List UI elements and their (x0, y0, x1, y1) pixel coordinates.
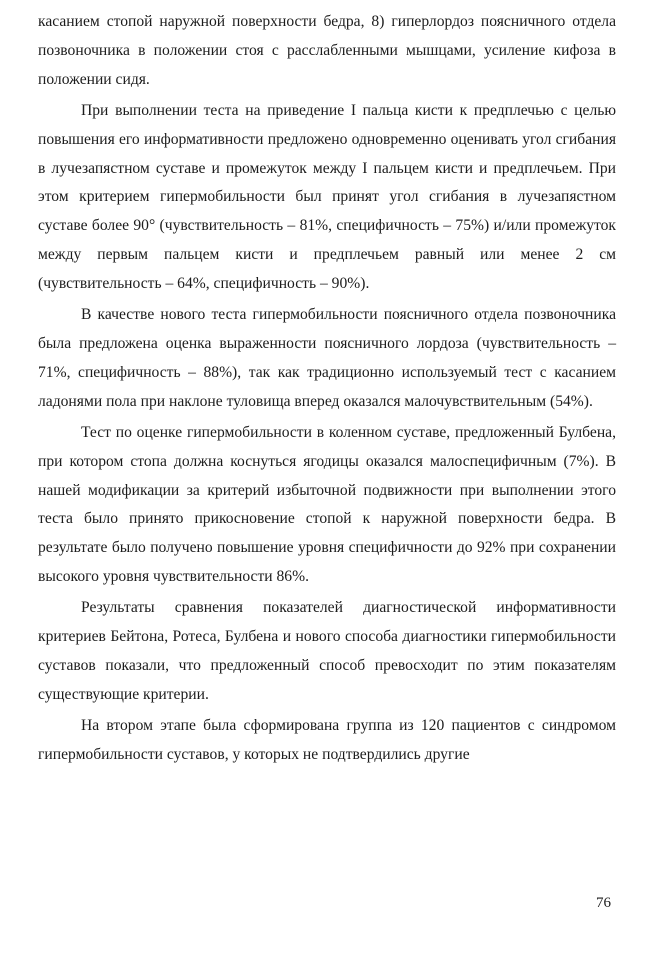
paragraph-thumb-test: При выполнении теста на приведение I пальца кисти к предплечью с целью повышения его информативности предложено одновременно оценивать угол сгибания в лучезапястном суставе и промежуток между I пальцем кисти и предплечьем. При этом критерием гипермобильности был принят угол сгибания в лучезапястном суставе более 90° (чувствительность – 81%, специфичность – 75%) и/или промежуток между первым пальцем кисти и предплечьем равный или менее 2 см (чувствительность – 64%, специфичность – 90%). (38, 101, 616, 293)
paragraph-continuation: касанием стопой наружной поверхности бедра, 8) гиперлордоз поясничного отдела позвоночника в положении стоя с расслабленными мышцами, усиление кифоза в положении сидя. (38, 13, 616, 88)
page-number: 76 (596, 895, 611, 911)
paragraph-second-stage: На втором этапе была сформирована группа из 120 пациентов с синдромом гипермобильности суставов, у которых не подтвердились другие (38, 716, 616, 763)
page-body (38, 8, 616, 770)
paragraph-lumbar-test: В качестве нового теста гипермобильности поясничного отдела позвоночника была предложена оценка выраженности поясничного лордоза (чувствительность – 71%, специфичность – 88%), так как традиционно используемый тест с касанием ладонями пола при наклоне туловища вперед оказался малочувствительным (54%). (38, 306, 616, 410)
paragraph-comparison-results: Результаты сравнения показателей диагностической информативности критериев Бейтона, Ротеса, Булбена и нового способа диагностики гипермобильности суставов показали, что предложенный способ превосходит по этим показателям существующие критерии. (38, 599, 616, 703)
paragraph-knee-test: Тест по оценке гипермобильности в коленном суставе, предложенный Булбена, при котором стопа должна коснуться ягодицы оказался малоспецифичным (7%). В нашей модификации за критерий избыточной подвижности при выполнении этого теста было принято прикосновение стопой к наружной поверхности бедра. В результате было получено повышение уровня специфичности до 92% при сохранении высокого уровня чувствительности 86%. (38, 423, 616, 586)
